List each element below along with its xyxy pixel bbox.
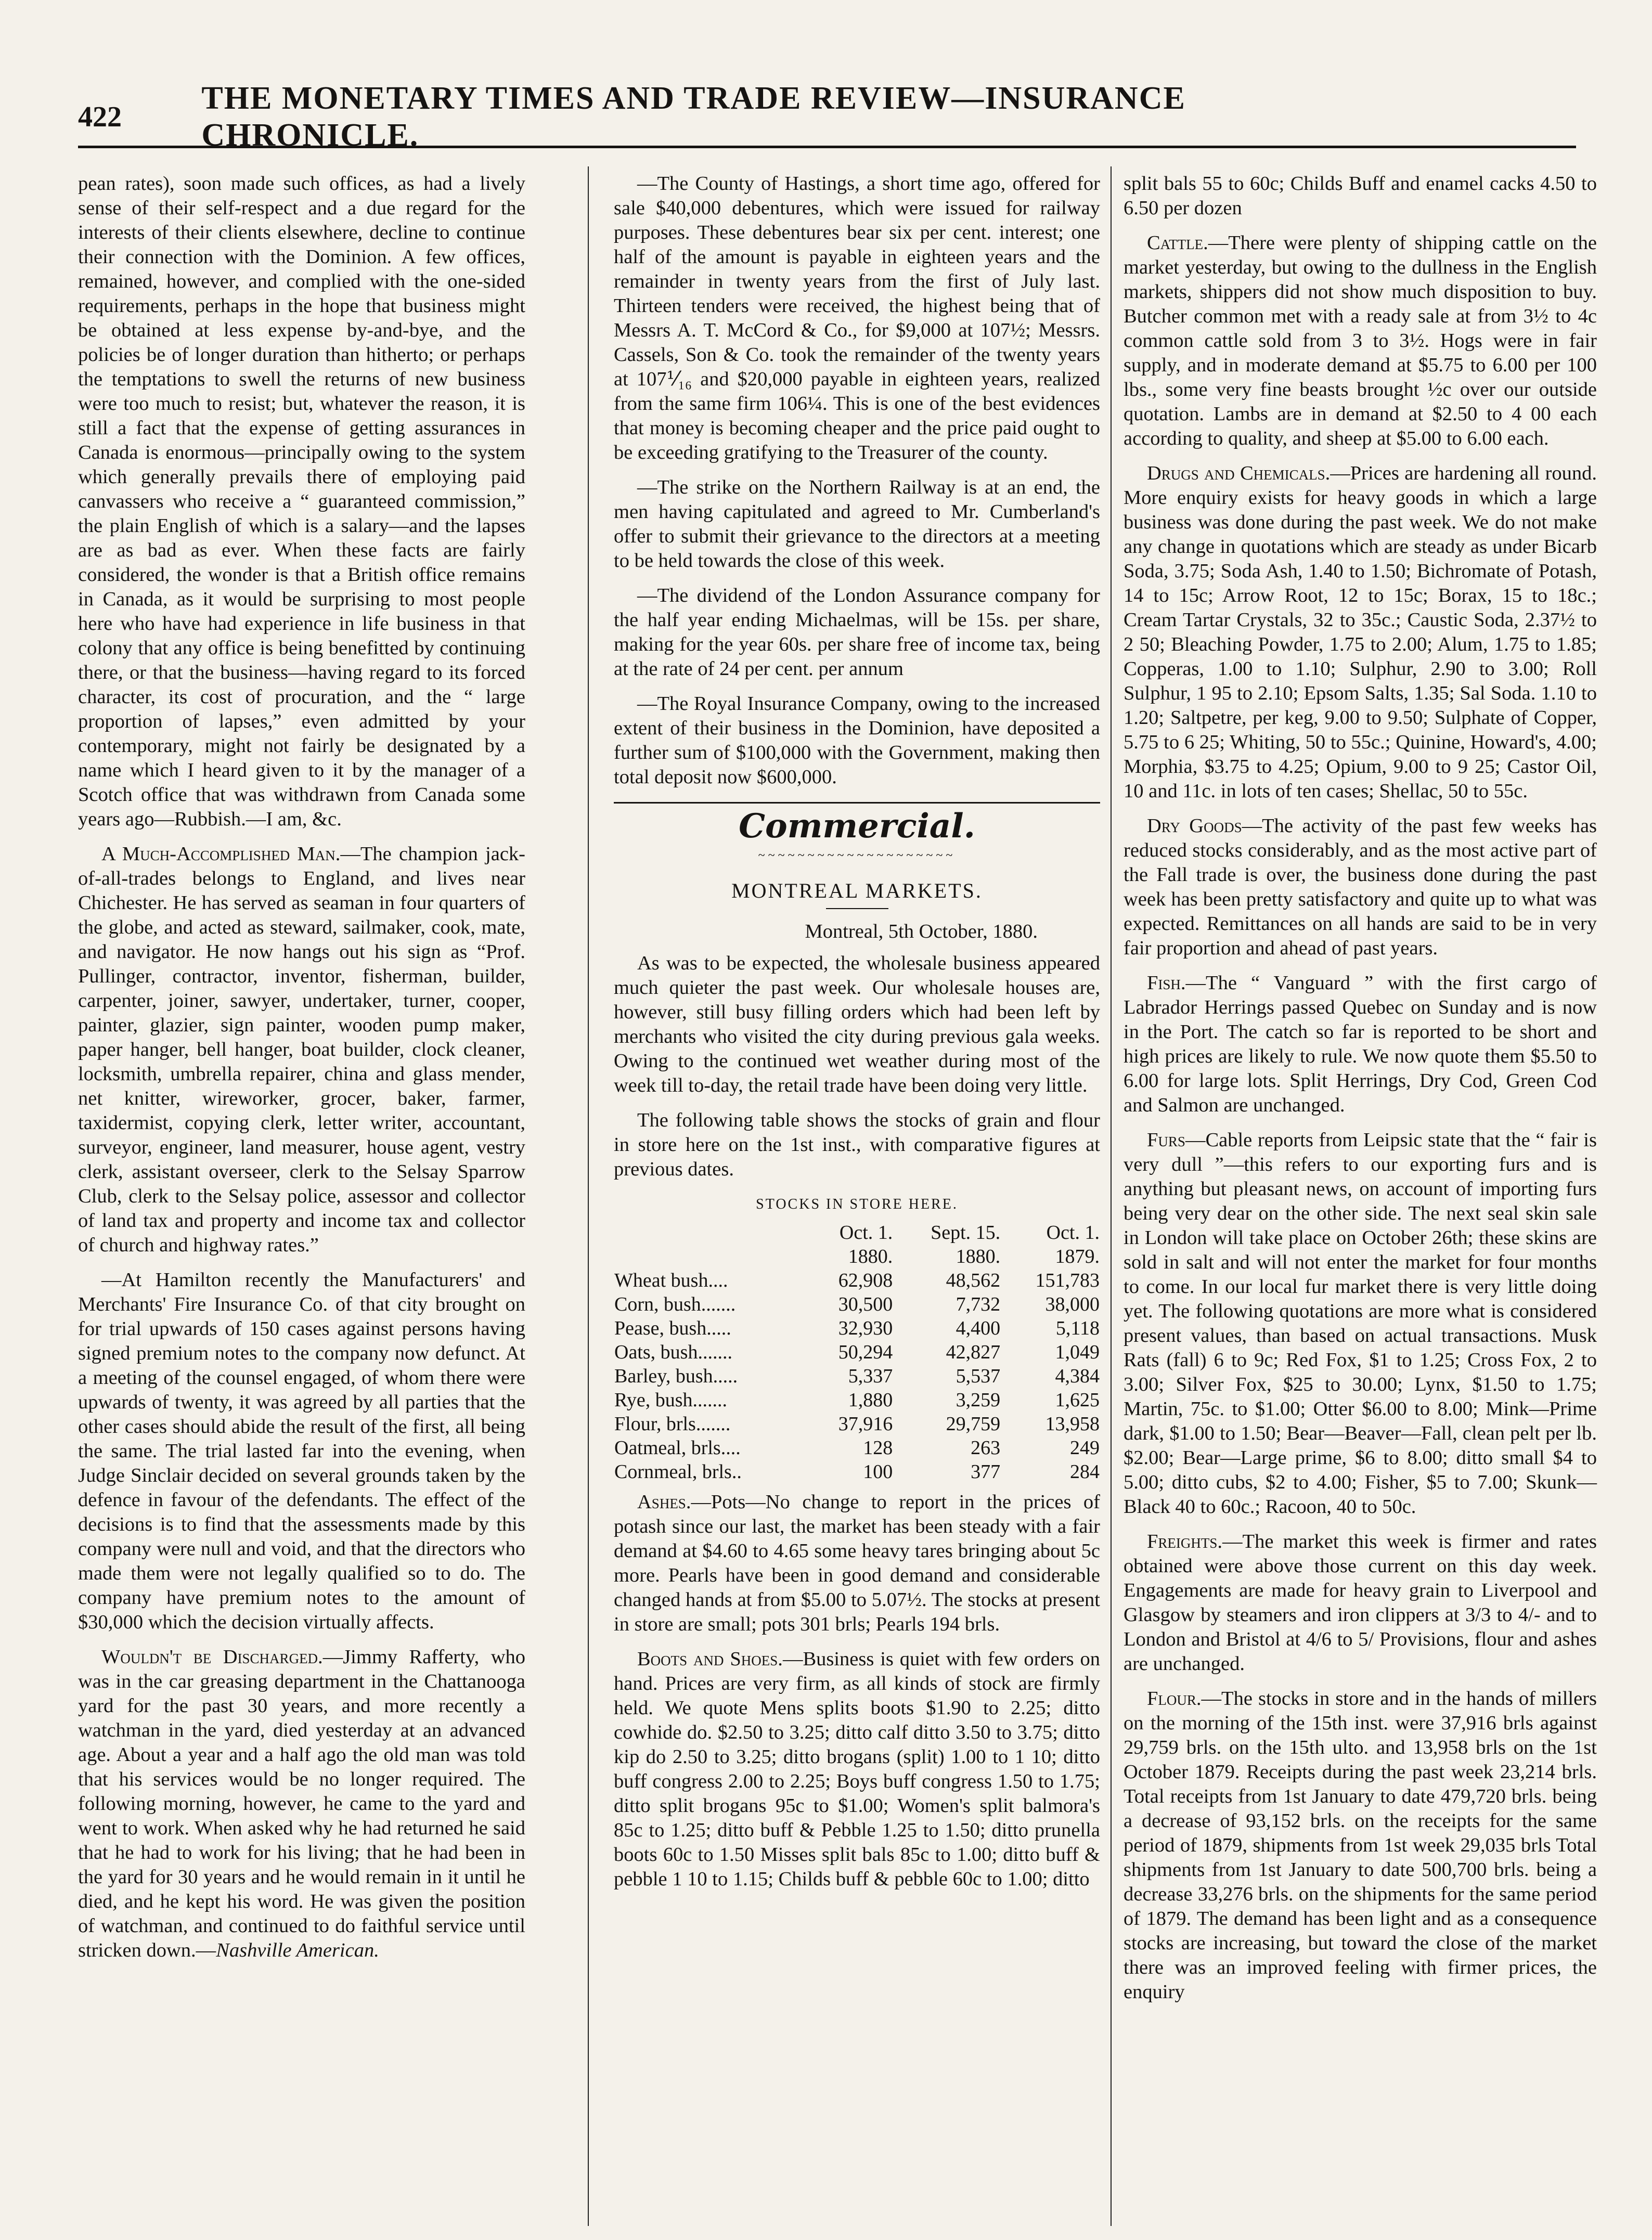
- market-heading: Cattle.: [1147, 232, 1208, 254]
- row-label: Wheat bush....: [614, 1270, 728, 1291]
- table-row: [614, 1412, 1100, 1436]
- table-cell: 38,000: [1045, 1293, 1100, 1315]
- table-header-cell: 1880.: [956, 1246, 1001, 1267]
- table-row: [614, 1316, 1100, 1340]
- market-intro: As was to be expected, the wholesale business appeared much quieter the past week. Our wholesale houses are, however, still busy filling orders which had been left by merchants who visited the city during previous gala weeks. Owing to the continued wet weather during most of the week till to-day, the retail trade have been doing very little.: [614, 952, 1100, 1096]
- row-label: Rye, bush.......: [614, 1389, 727, 1411]
- table-cell: 42,827: [946, 1341, 1001, 1363]
- table-cell: 29,759: [946, 1413, 1001, 1435]
- market-body: —Cable reports from Leipsic state that the “ fair is very dull ”—this refers to our exporting furs and is anything but pleasant news, on account of importing furs being very dear on the other side. The next seal skin sale in London will take place on October 26th; these skins are sold in salt and will not enter the market for four months to come. In our local fur market there is very little doing yet. The following quotations are more what is considered present values, than based on actual transactions. Musk Rats (fall) 6 to 9c; Red Fox, $1 to 1.25; Cross Fox, 2 to 3.00; Silver Fox, $25 to 30.00; Lynx, $1.50 to 1.75; Martin, 75c. to $1.00; Otter $6.00 to 8.00; Mink—Prime dark, $1.00 to 1.50; Bear—Beaver—Fall, clean pelt per lb. $2.00; Bear—Large prime, $6 to 8.00; ditto small $4 to 5.00; ditto cubs, $2 to 4.00; Fisher, $5 to 7.00; Skunk—Black 40 to 60c.; Racoon, 40 to 50c.: [1124, 1129, 1597, 1518]
- table-cell: 7,732: [956, 1293, 1001, 1315]
- column-divider-2: [1111, 166, 1112, 2226]
- table-header-cell: 1880.: [848, 1246, 893, 1267]
- table-cell: 48,562: [946, 1270, 1001, 1291]
- table-cell: 37,916: [838, 1413, 893, 1435]
- section-title: Commercial.: [739, 807, 975, 846]
- table-header-label: [614, 1221, 809, 1245]
- article-hastings-debentures: —The County of Hastings, a short time ago, offered for sale $40,000 debentures, which were issued for railway purposes. These debentures bear six per cent. interest; one half of the amount is payable in eighteen years and the remainder in twenty years from the first of July last. Thirteen tenders were received, the highest being that of Messrs A. T. McCord & Co., for $9,000 at 107½; Messrs. Cassels, Son & Co. took the remainder of the twenty years at 107⅟₁₆ and $20,000 payable in eighteen years, realized from the same firm 106¼. This is one of the best evidences that money is becoming cheaper and the price paid ought to be exceeding gratifying to the Treasurer of the county.: [614, 173, 1100, 463]
- article-body: —Jimmy Rafferty, who was in the car greasing department in the Chattanooga yard for the past 30 years, and more recently a watchman in the yard, died yesterday at an advanced age. About a year and a half ago the old man was told that his services would be no longer required. The following morning, however, he came to the yard and went to work. When asked why he had returned he said that he had to work for his living; that he had been in the yard for 30 years and he would remain in it until he died, and he kept his word. He was given the position of watchman, and continued to do faithful service until stricken down.—: [78, 1646, 525, 1961]
- header-rule: [78, 146, 1576, 148]
- market-heading: Ashes.: [637, 1491, 691, 1513]
- table-cell: 62,908: [838, 1270, 893, 1291]
- table-header-label: [614, 1245, 809, 1268]
- table-cell: 5,537: [956, 1365, 1001, 1387]
- table-cell: 1,625: [1055, 1389, 1100, 1411]
- page-number: 422: [78, 101, 122, 133]
- article-hamilton-insurance: —At Hamilton recently the Manufacturers' and Merchants' Fire Insurance Co. of that city brought on for trial upwards of 150 cases against persons having signed premium notes to the company now defunct. At a meeting of the counsel engaged, of whom there were upwards of twenty, it was agreed by all parties that the other cases should abide the result of the first, all being the same. The trial lasted far into the evening, when Judge Sinclair decided on several grounds taken by the defence in favour of the defendants. The effect of the decisions is to find that the assessments made by this company were null and void, and that the directors who made them were not legally qualified so to do. The company have premium notes to the amount of $30,000 which the decision virtually affects.: [78, 1269, 525, 1633]
- table-cell: 151,783: [1035, 1270, 1100, 1291]
- short-rule: [826, 908, 888, 909]
- table-cell: 263: [971, 1437, 1001, 1459]
- market-body: —Prices are hardening all round. More enquiry exists for heavy goods in which a large business was done during the past week. We do not make any change in quotations which are steady as under Bicarb Soda, 3.75; Soda Ash, 1.40 to 1.50; Bichromate of Potash, 14 to 15c; Arrow Root, 12 to 15c; Borax, 15 to 18c.; Cream Tartar Crystals, 32 to 35c.; Caustic Soda, 2.37½ to 2 50; Bleaching Powder, 1.75 to 2.00; Alum, 1.75 to 1.85; Copperas, 1.00 to 1.10; Sulphur, 2.90 to 3.00; Roll Sulphur, 1 95 to 2.10; Epsom Salts, 1.35; Sal Soda. 1.10 to 1.20; Saltpetre, per keg, 9.00 to 9.50; Sulphate of Copper, 5.75 to 6 25; Whiting, 50 to 55c.; Quinine, Howard's, 4.00; Morphia, $3.75 to 4.25; Opium, 9.00 to 9 25; Castor Oil, 10 and 11c. in lots of ten cases; Shellac, 50 to 55c.: [1124, 462, 1597, 802]
- table-row: [614, 1268, 1100, 1292]
- table-cell: 128: [863, 1437, 893, 1459]
- table-cell: 30,500: [838, 1293, 893, 1315]
- market-body: —The “ Vanguard ” with the first cargo of Labrador Herrings passed Quebec on Sunday and is now in the Port. The catch so far is reported to be short and high prices are likely to rule. We now quote them $5.50 to 6.00 for large lots. Split Herrings, Dry Cod, Green Cod and Salmon are unchanged.: [1124, 972, 1597, 1116]
- market-dry-goods: [1124, 814, 1597, 961]
- page-header: [78, 81, 1399, 153]
- table-cell: 377: [971, 1461, 1001, 1483]
- market-fish: [1124, 971, 1597, 1118]
- market-boots-and-shoes: [614, 1647, 1100, 1892]
- row-label: Barley, bush.....: [614, 1365, 738, 1387]
- article-royal-insurance-deposit: —The Royal Insurance Company, owing to the increased extent of their business in the Dominion, have deposited a further sum of $100,000 with the Government, making then total deposit now $600,000.: [614, 693, 1100, 788]
- letter-continuation: pean rates), soon made such offices, as had a lively sense of their self-respect and a due regard for the interests of their clients elsewhere, decline to continue their connection with the Dominion. A few offices, remained, however, and complied with the one-sided requirements, perhaps in the hope that business might be obtained at less expense by-and-bye, and the policies be of longer duration than hitherto; or perhaps the temptations to swell the returns of new business were too much to resist; but, whatever the reason, it is still a fact that the expense of getting assurances in Canada is enormous—principally owing to the system which generally prevails there of employing paid canvassers who receive a “ guaranteed commission,” the plain English of which is a salary—and the lapses are as bad as ever. When these facts are fairly considered, the wonder is that a British office remains in Canada, as it would be surprising to most people here who have had experience in life business in that colony that any office is being benefitted by continuing there, or that the business—having regard to its forced character, its cost of procuration, and the “ large proportion of lapses,” even admitted by your contemporary, might not fairly be designated by a name which I heard given to it by the manager of a Scotch office that was withdrawn from Canada some years ago—Rubbish.—I am, &c.: [78, 173, 525, 830]
- stocks-table-title: STOCKS IN STORE HERE.: [756, 1196, 958, 1212]
- table-cell: 13,958: [1045, 1413, 1100, 1435]
- table-cell: 32,930: [838, 1317, 893, 1339]
- market-body: —Pots—No change to report in the prices of potash since our last, the market has been steady with a fair demand at $4.60 to 4.65 some heavy tares bringing about 5c more. Pearls have been in good demand and considerable changed hands at from $5.00 to 5.07½. The stocks at present in store are small; pots 301 brls; Pearls 194 brls.: [614, 1491, 1100, 1635]
- article-accomplished-man: [78, 842, 525, 1258]
- table-intro: The following table shows the stocks of grain and flour in store here on the 1st inst., with comparative figures at previous dates.: [614, 1109, 1100, 1180]
- market-flour: [1124, 1687, 1597, 2004]
- table-row: [614, 1340, 1100, 1364]
- article-body: —The champion jack-of-all-trades belongs to England, and lives near Chichester. He has served as seaman in four quarters of the globe, and acted as steward, sailmaker, cook, mate, and navigator. He now hangs out his sign as “Prof. Pullinger, contractor, inventor, fisherman, builder, carpenter, joiner, sawyer, undertaker, turner, cooper, painter, glazier, sign painter, wooden pump maker, paper hanger, bell hanger, boat builder, clock cleaner, locksmith, umbrella repairer, china and glass mender, net knitter, wireworker, grocer, baker, farmer, taxidermist, copying clerk, letter writer, accountant, surveyor, engineer, land measurer, house agent, vestry clerk, assistant overseer, clerk to the Selsay Sparrow Club, clerk to the Selsay police, assessor and collector of land tax and property and income tax and collector of church and highway rates.”: [78, 843, 525, 1256]
- table-header-row: [614, 1221, 1100, 1245]
- market-heading: Dry Goods: [1147, 815, 1242, 837]
- article-heading: A Much-Accomplished Man.: [101, 843, 341, 865]
- table-cell: 5,337: [848, 1365, 893, 1387]
- table-header-cell: Oct. 1.: [839, 1222, 893, 1244]
- row-label: Pease, bush.....: [614, 1317, 731, 1339]
- table-header-cell: 1879.: [1055, 1246, 1100, 1267]
- table-cell: 4,384: [1055, 1365, 1100, 1387]
- article-heading: Wouldn't be Discharged.: [101, 1646, 323, 1668]
- row-label: Corn, bush.......: [614, 1293, 736, 1315]
- table-cell: 284: [1070, 1461, 1100, 1483]
- market-body: —There were plenty of shipping cattle on the market yesterday, but owing to the dullness in the English markets, shippers did not show much disposition to buy. Butcher common met with a ready sale at from 3½ to 4c common cattle sold from 3 to 3½. Hogs were in fair supply, and in moderate demand at $5.75 to 6.00 per 100 lbs., some very fine beasts brought ½c over our outside quotation. Lambs are in demand at $2.50 to 4 00 each according to quality, and sheep at $5.00 to 6.00 each.: [1124, 232, 1597, 449]
- market-heading: Fish.: [1147, 972, 1186, 994]
- column-divider-1: [588, 166, 589, 2226]
- table-cell: 100: [863, 1461, 893, 1483]
- market-heading: Flour.: [1147, 1688, 1202, 1710]
- row-label: Oats, bush.......: [614, 1341, 732, 1363]
- masthead-title: THE MONETARY TIMES AND TRADE REVIEW—INSURANCE CHRONICLE.: [201, 81, 1186, 153]
- market-furs: [1124, 1128, 1597, 1519]
- article-source: Nashville American.: [216, 1939, 379, 1961]
- row-label: Oatmeal, brls....: [614, 1437, 741, 1459]
- market-freights: [1124, 1530, 1597, 1676]
- table-header-cell: Sept. 15.: [931, 1222, 1001, 1244]
- table-cell: 249: [1070, 1437, 1100, 1459]
- table-row: [614, 1292, 1100, 1316]
- column-3: [1124, 172, 1597, 2015]
- table-cell: 3,259: [956, 1389, 1001, 1411]
- market-heading: Drugs and Chemicals.: [1147, 462, 1331, 484]
- table-cell: 1,049: [1055, 1341, 1100, 1363]
- market-ashes: [614, 1490, 1100, 1637]
- stocks-table: [614, 1221, 1100, 1484]
- market-heading: Freights.: [1147, 1531, 1223, 1552]
- market-cattle: [1124, 231, 1597, 451]
- ornamental-divider: ~~~~~~~~~~~~~~~~~~~~: [758, 849, 956, 862]
- table-cell: 50,294: [838, 1341, 893, 1363]
- boots-continuation: split bals 55 to 60c; Childs Buff and enamel cacks 4.50 to 6.50 per dozen: [1124, 173, 1597, 219]
- market-heading: Boots and Shoes.: [637, 1648, 783, 1670]
- table-cell: 4,400: [956, 1317, 1001, 1339]
- column-2: [614, 172, 1100, 1902]
- market-body: —Business is quiet with few orders on hand. Prices are very firm, as all kinds of stock are firmly held. We quote Mens splits boots $1.90 to 2.25; ditto cowhide do. $2.50 to 3.25; ditto calf ditto 3.50 to 3.75; ditto kip do 2.50 to 3.25; ditto brogans (split) 1.00 to 1 10; ditto buff congress 2.00 to 2.25; Boys buff congress 1.50 to 1.75; ditto split brogans 95c to $1.00; Women's split balmora's 85c to 1.25; ditto buff & Pebble 1.25 to 1.50; ditto prunella boots 60c to 1.50 Misses split bals 85c to 1.00; ditto buff & pebble 1 10 to 1.15; Childs buff & pebble 60c to 1.00; ditto: [614, 1648, 1100, 1890]
- article-wouldnt-be-discharged: [78, 1645, 525, 1963]
- column-1: [78, 172, 525, 1973]
- table-cell: 5,118: [1055, 1317, 1100, 1339]
- section-rule: [614, 802, 1100, 804]
- article-london-assurance-dividend: —The dividend of the London Assurance company for the half year ending Michaelmas, will be 15s. per share, making for the year 60s. per share free of income tax, being at the rate of 24 per cent. per annum: [614, 585, 1100, 680]
- market-body: —The market this week is firmer and rates obtained were above those current on this day week. Engagements are made for heavy grain to Liverpool and Glasgow by steamers and iron clippers at 3/3 to 4/- and to London and Bristol at 4/6 to 5/ Provisions, flour and ashes are unchanged.: [1124, 1531, 1597, 1675]
- market-drugs-and-chemicals: [1124, 461, 1597, 804]
- article-northern-railway-strike: —The strike on the Northern Railway is at an end, the men having capitulated and agreed to Mr. Cumberland's offer to submit their grievance to the directors at a meeting to be held towards the close of this week.: [614, 476, 1100, 572]
- market-body: —The stocks in store and in the hands of millers on the morning of the 15th inst. were 37,916 brls against 29,759 brls. on the 15th ulto. and 13,958 brls on the 1st October 1879. Receipts during the past week 23,214 brls. Total receipts from 1st January to date 479,720 brls. being a decrease of 93,152 brls. on the receipts for the same period of 1879, shipments from 1st week 29,035 brls Total shipments from 1st January to date 500,700 brls. being a decrease 33,276 brls. on the shipments for the same period of 1879. The demand has been light and as a consequence stocks are increasing, but toward the close of the market there was an improved feeling with firmer prices, the enquiry: [1124, 1688, 1597, 2003]
- market-report-title: MONTREAL MARKETS.: [731, 879, 983, 902]
- dateline: Montreal, 5th October, 1880.: [805, 921, 1038, 942]
- market-heading: Furs: [1147, 1129, 1185, 1151]
- table-row: [614, 1364, 1100, 1388]
- table-row: [614, 1436, 1100, 1460]
- market-body: —The activity of the past few weeks has reduced stocks considerably, and as the most active part of the Fall trade is over, the business done during the past week has been pretty satisfactory and quite up to what was expected. Remittances on all hands are said to be in very fair proportion and ahead of past years.: [1124, 815, 1597, 959]
- row-label: Flour, brls.......: [614, 1413, 731, 1435]
- table-header-row: [614, 1245, 1100, 1268]
- table-header-cell: Oct. 1.: [1046, 1222, 1100, 1244]
- table-row: [614, 1460, 1100, 1484]
- row-label: Cornmeal, brls..: [614, 1461, 742, 1483]
- table-cell: 1,880: [848, 1389, 893, 1411]
- table-row: [614, 1388, 1100, 1412]
